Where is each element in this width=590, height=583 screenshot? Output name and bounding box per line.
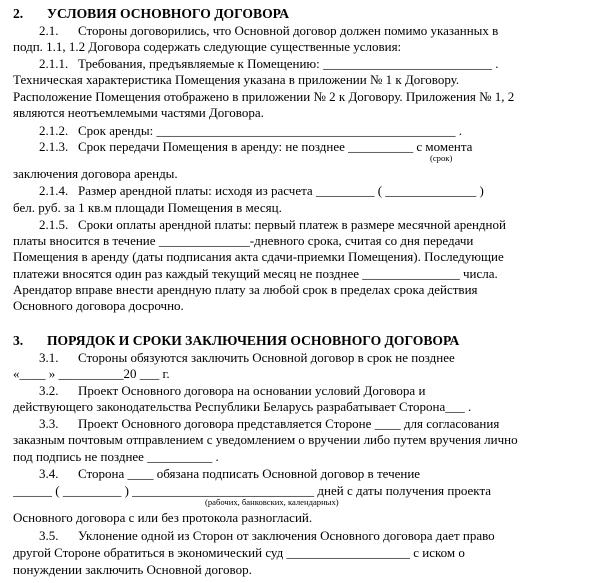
paragraph-line: бел. руб. за 1 кв.м площади Помещения в месяц. [13, 200, 282, 215]
paragraph-line: Основного договора с или без протокола разногласий. [13, 510, 313, 525]
paragraph-line: Основного договора досрочно. [13, 298, 184, 313]
paragraph-line: 3.3. Проект Основного договора представляется Стороне ____ для согласования [13, 416, 500, 431]
paragraph-line: 2.1.2. Срок аренды: ______________________________________________ . [13, 123, 462, 138]
paragraph-line: другой Стороне обратиться в экономический суд ___________________ с иском о [13, 545, 465, 560]
paragraph-line: заключения договора аренды. [13, 166, 178, 181]
paragraph-line: Помещения в аренду (даты подписания акта сдачи-приемки Помещения). Последующие [13, 249, 504, 264]
paragraph-line: понуждении заключить Основной договор. [13, 562, 252, 577]
paragraph-line: Арендатор вправе внести арендную плату за любой срок в пределах срока действия [13, 282, 478, 297]
days-type-note: (рабочих, банковских, календарных) [205, 497, 339, 507]
paragraph-line: ______ ( _________ ) ____________________________ дней с даты получения проекта [13, 483, 492, 498]
paragraph-line: действующего законодательства Республики Беларусь разрабатывает Сторона___ . [13, 399, 472, 414]
paragraph-line: платы вносится в течение ______________-дневного срока, считая со дня передачи [13, 233, 474, 248]
paragraph-line: 2.1.1. Требования, предъявляемые к Помещению: __________________________ . [13, 56, 499, 71]
paragraph-line: платежи вносятся один раз каждый текущий месяц не позднее _______________ числа. [13, 266, 498, 281]
paragraph-line: 2.1.3. Срок передачи Помещения в аренду: не позднее __________ с момента [13, 139, 473, 154]
paragraph-line: 3.4. Сторона ____ обязана подписать Основной договор в течение [13, 466, 421, 481]
paragraph-line: Расположение Помещения отображено в приложении № 2 к Договору. Приложения № 1, 2 [13, 89, 515, 104]
paragraph-line: 2.1.4. Размер арендной платы: исходя из расчета _________ ( ______________ ) [13, 183, 484, 198]
srok-note: (срок) [430, 153, 453, 163]
paragraph-line: под подпись не позднее __________ . [13, 449, 219, 464]
section-2-heading: 2. УСЛОВИЯ ОСНОВНОГО ДОГОВОРА [13, 6, 290, 21]
paragraph-line: 2.1.5. Сроки оплаты арендной платы: первый платеж в размере месячной арендной [13, 217, 506, 232]
paragraph-line: 3.1. Стороны обязуются заключить Основной договор в срок не позднее [13, 350, 455, 365]
paragraph-line: Техническая характеристика Помещения указана в приложении № 1 к Договору. [13, 72, 460, 87]
paragraph-line: 2.1. Стороны договорились, что Основной договор должен помимо указанных в [13, 23, 499, 38]
paragraph-line: заказным почтовым отправлением с уведомлением о вручении либо путем вручения лично [13, 432, 518, 447]
paragraph-line: являются неотъемлемыми частями Договора. [13, 105, 264, 120]
section-3-heading: 3. ПОРЯДОК И СРОКИ ЗАКЛЮЧЕНИЯ ОСНОВНОГО ДОГОВОРА [13, 333, 460, 348]
paragraph-line: 3.5. Уклонение одной из Сторон от заключения Основного договора дает право [13, 528, 495, 543]
paragraph-line: 3.2. Проект Основного договора на основании условий Договора и [13, 383, 426, 398]
paragraph-line: «____ » __________20 ___ г. [13, 366, 170, 381]
paragraph-line: подп. 1.1, 1.2 Договора содержать следующие существенные условия: [13, 39, 402, 54]
